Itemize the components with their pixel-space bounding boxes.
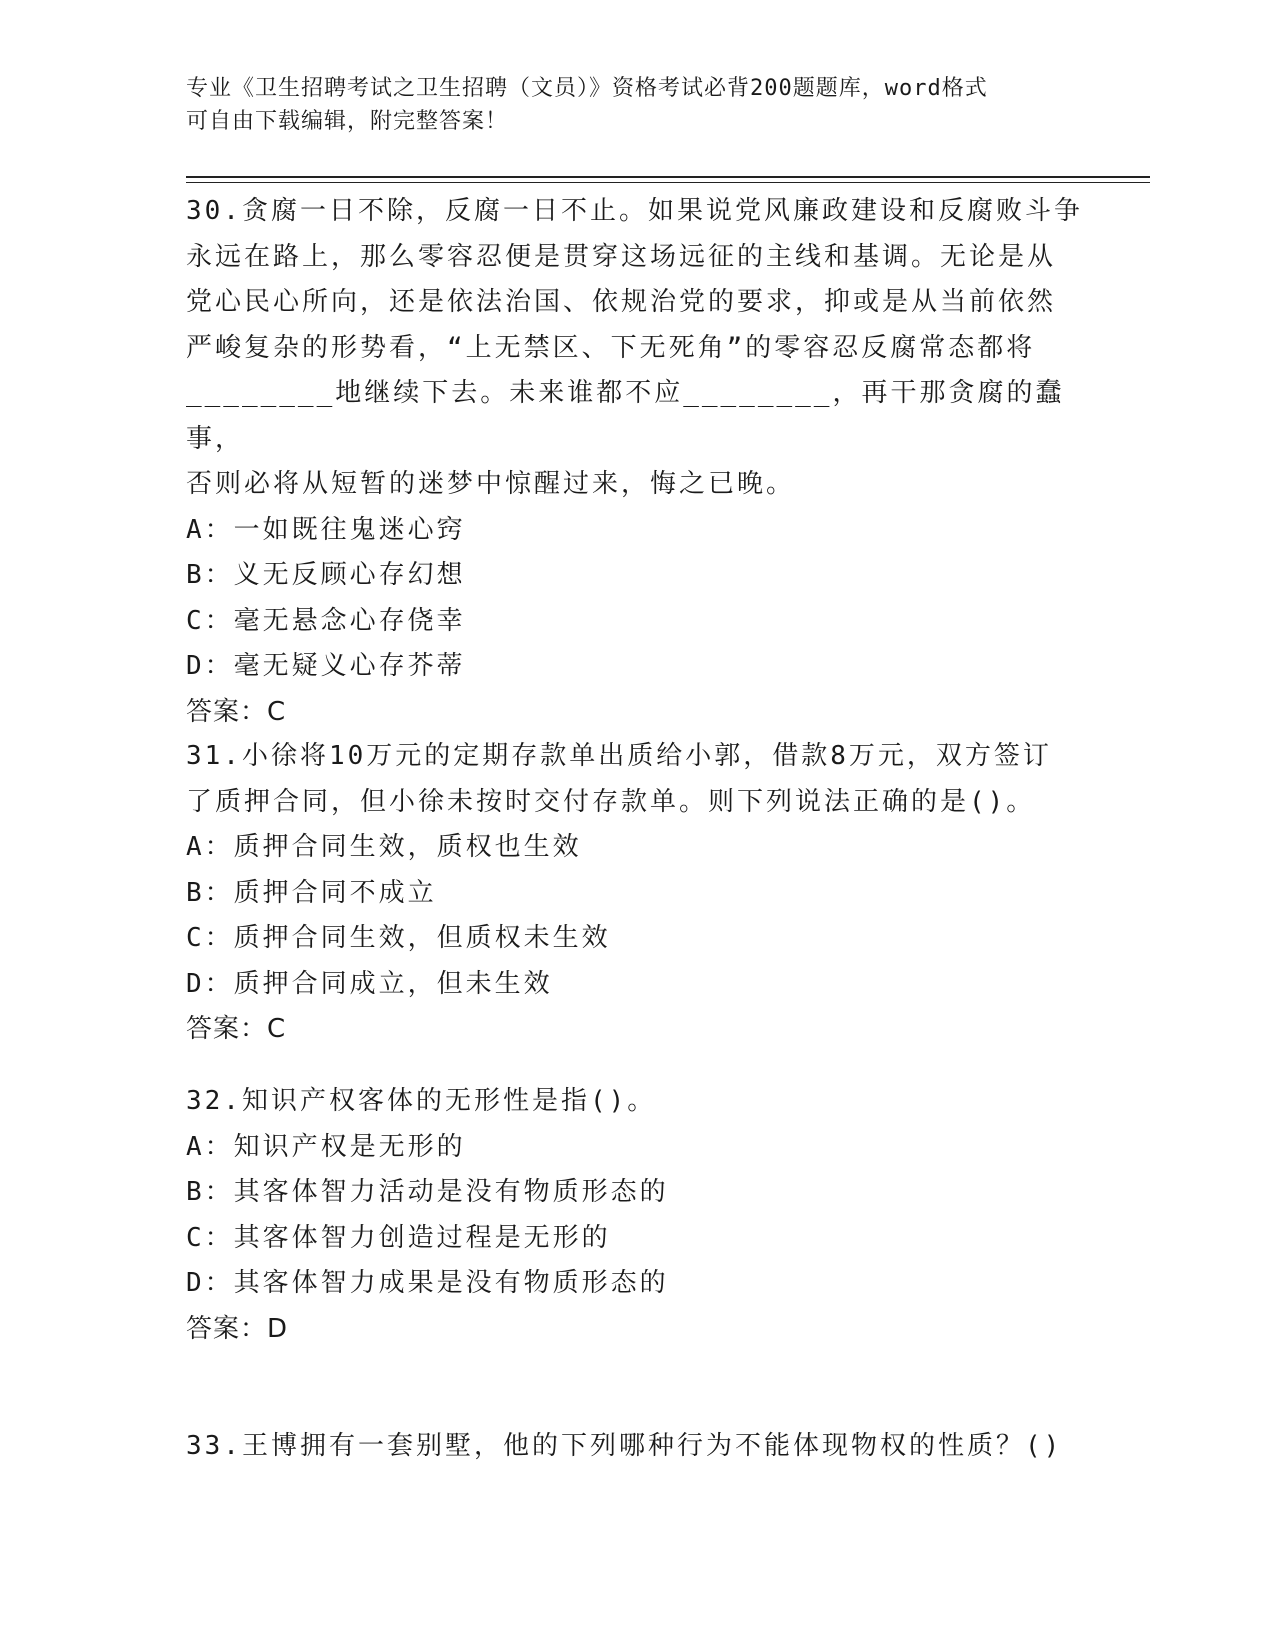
- question-stem: [186, 1079, 1086, 1125]
- header-divider-thick: [186, 176, 1150, 178]
- stem-line: 否则必将从短暂的迷梦中惊醒过来，悔之已晚。: [186, 469, 796, 499]
- header-divider-thin: [186, 182, 1150, 183]
- question-30: [186, 189, 1086, 735]
- stem-line: 了质押合同，但小徐未按时交付存款单。则下列说法正确的是()。: [186, 786, 1036, 817]
- option-d: D：毫无疑义心存芥蒂: [186, 651, 466, 681]
- question-31: [186, 734, 1086, 1053]
- option-a: A：质押合同生效，质权也生效: [186, 832, 582, 862]
- question-stem: [186, 734, 1086, 825]
- option-a: A：一如既往鬼迷心窍: [186, 514, 466, 545]
- option-b: B：质押合同不成立: [186, 877, 437, 908]
- header-line-1: 专业《卫生招聘考试之卫生招聘（文员）》资格考试必背200题题库，word格式: [186, 76, 988, 101]
- question-33: [186, 1424, 1086, 1470]
- question-stem: [186, 1424, 1086, 1470]
- answer: 答案：C: [186, 696, 287, 727]
- option-d: D：其客体智力成果是没有物质形态的: [186, 1268, 669, 1298]
- document-header: [186, 72, 1086, 138]
- option-b: B：义无反顾心存幻想: [186, 560, 466, 590]
- stem-line: 31.小徐将10万元的定期存款单出质给小郭，借款8万元，双方签订: [186, 741, 1052, 771]
- stem-line: 永远在路上，那么零容忍便是贯穿这场远征的主线和基调。无论是从: [186, 241, 1057, 272]
- stem-line: ________地继续下去。未来谁都不应________，再干那贪腐的蠢事，: [186, 378, 1065, 454]
- option-c: C：质押合同生效，但质权未生效: [186, 923, 611, 953]
- option-b: B：其客体智力活动是没有物质形态的: [186, 1177, 669, 1207]
- option-d: D：质押合同成立，但未生效: [186, 968, 553, 999]
- option-a: A：知识产权是无形的: [186, 1131, 466, 1162]
- stem-line: 严峻复杂的形势看，“上无禁区、下无死角”的零容忍反腐常态都将: [186, 332, 1036, 363]
- stem-line: 党心民心所向，还是依法治国、依规治党的要求，抑或是从当前依然: [186, 287, 1057, 317]
- question-32: [186, 1079, 1086, 1352]
- option-c: C：其客体智力创造过程是无形的: [186, 1222, 611, 1253]
- header-line-2: 可自由下载编辑，附完整答案！: [186, 109, 509, 134]
- stem-line: 30.贪腐一日不除，反腐一日不止。如果说党风廉政建设和反腐败斗争: [186, 196, 1083, 226]
- answer: 答案：D: [186, 1313, 289, 1344]
- answer: 答案：C: [186, 1014, 287, 1044]
- option-c: C：毫无悬念心存侥幸: [186, 605, 466, 636]
- question-stem: [186, 189, 1086, 508]
- stem-line: 32.知识产权客体的无形性是指()。: [186, 1086, 657, 1116]
- stem-line: 33.王博拥有一套别墅，他的下列哪种行为不能体现物权的性质？(): [186, 1431, 1063, 1461]
